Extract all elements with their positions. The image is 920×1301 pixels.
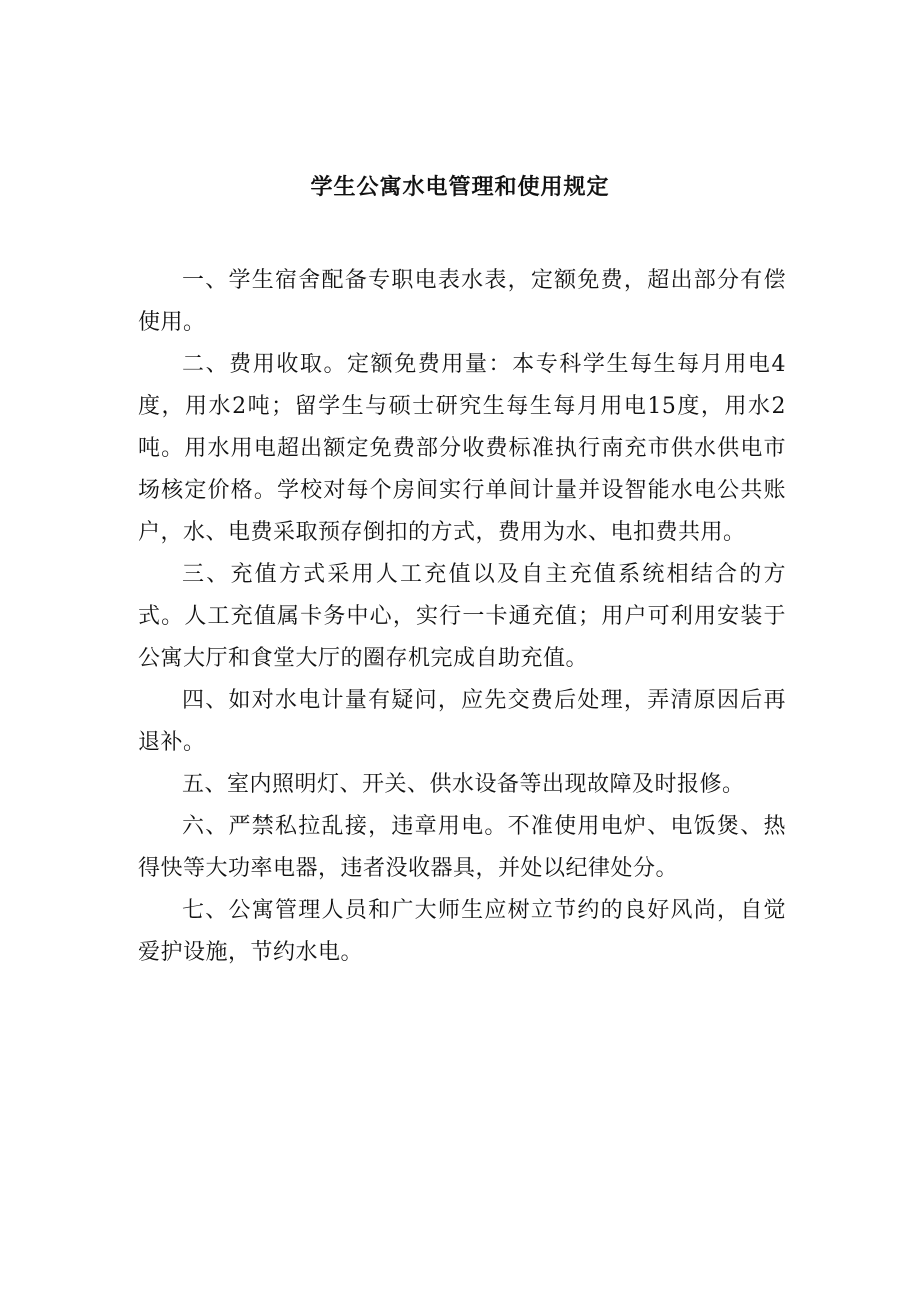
document-title: 学生公寓水电管理和使用规定 bbox=[310, 174, 610, 200]
clause-4: 四、如对水电计量有疑问，应先交费后处理，弄清原因后再退补。 bbox=[138, 688, 786, 755]
clause-1: 一、学生宿舍配备专职电表水表，定额免费，超出部分有偿使用。 bbox=[138, 268, 786, 335]
clause-6: 六、严禁私拉乱接，违章用电。不准使用电炉、电饭煲、热得快等大功率电器，违者没收器具，并处以纪律处分。 bbox=[138, 814, 786, 881]
clause-7: 七、公寓管理人员和广大师生应树立节约的良好风尚，自觉爱护设施，节约水电。 bbox=[138, 898, 786, 965]
clause-3: 三、充值方式采用人工充值以及自主充值系统相结合的方式。人工充值属卡务中心，实行一卡通充值；用户可利用安装于公寓大厅和食堂大厅的圈存机完成自助充值。 bbox=[138, 562, 786, 671]
clause-2: 二、费用收取。定额免费用量：本专科学生每生每月用电4度，用水2吨；留学生与硕士研究生每生每月用电15度，用水2吨。用水用电超出额定免费部分收费标准执行南充市供水供电市场核定价格。学校对每个房间实行单间计量并设智能水电公共账户，水、电费采取预存倒扣的方式，费用为水、电扣费共用。 bbox=[138, 352, 786, 545]
clause-5: 五、室内照明灯、开关、供水设备等出现故障及时报修。 bbox=[182, 772, 745, 797]
document-body bbox=[138, 260, 786, 974]
